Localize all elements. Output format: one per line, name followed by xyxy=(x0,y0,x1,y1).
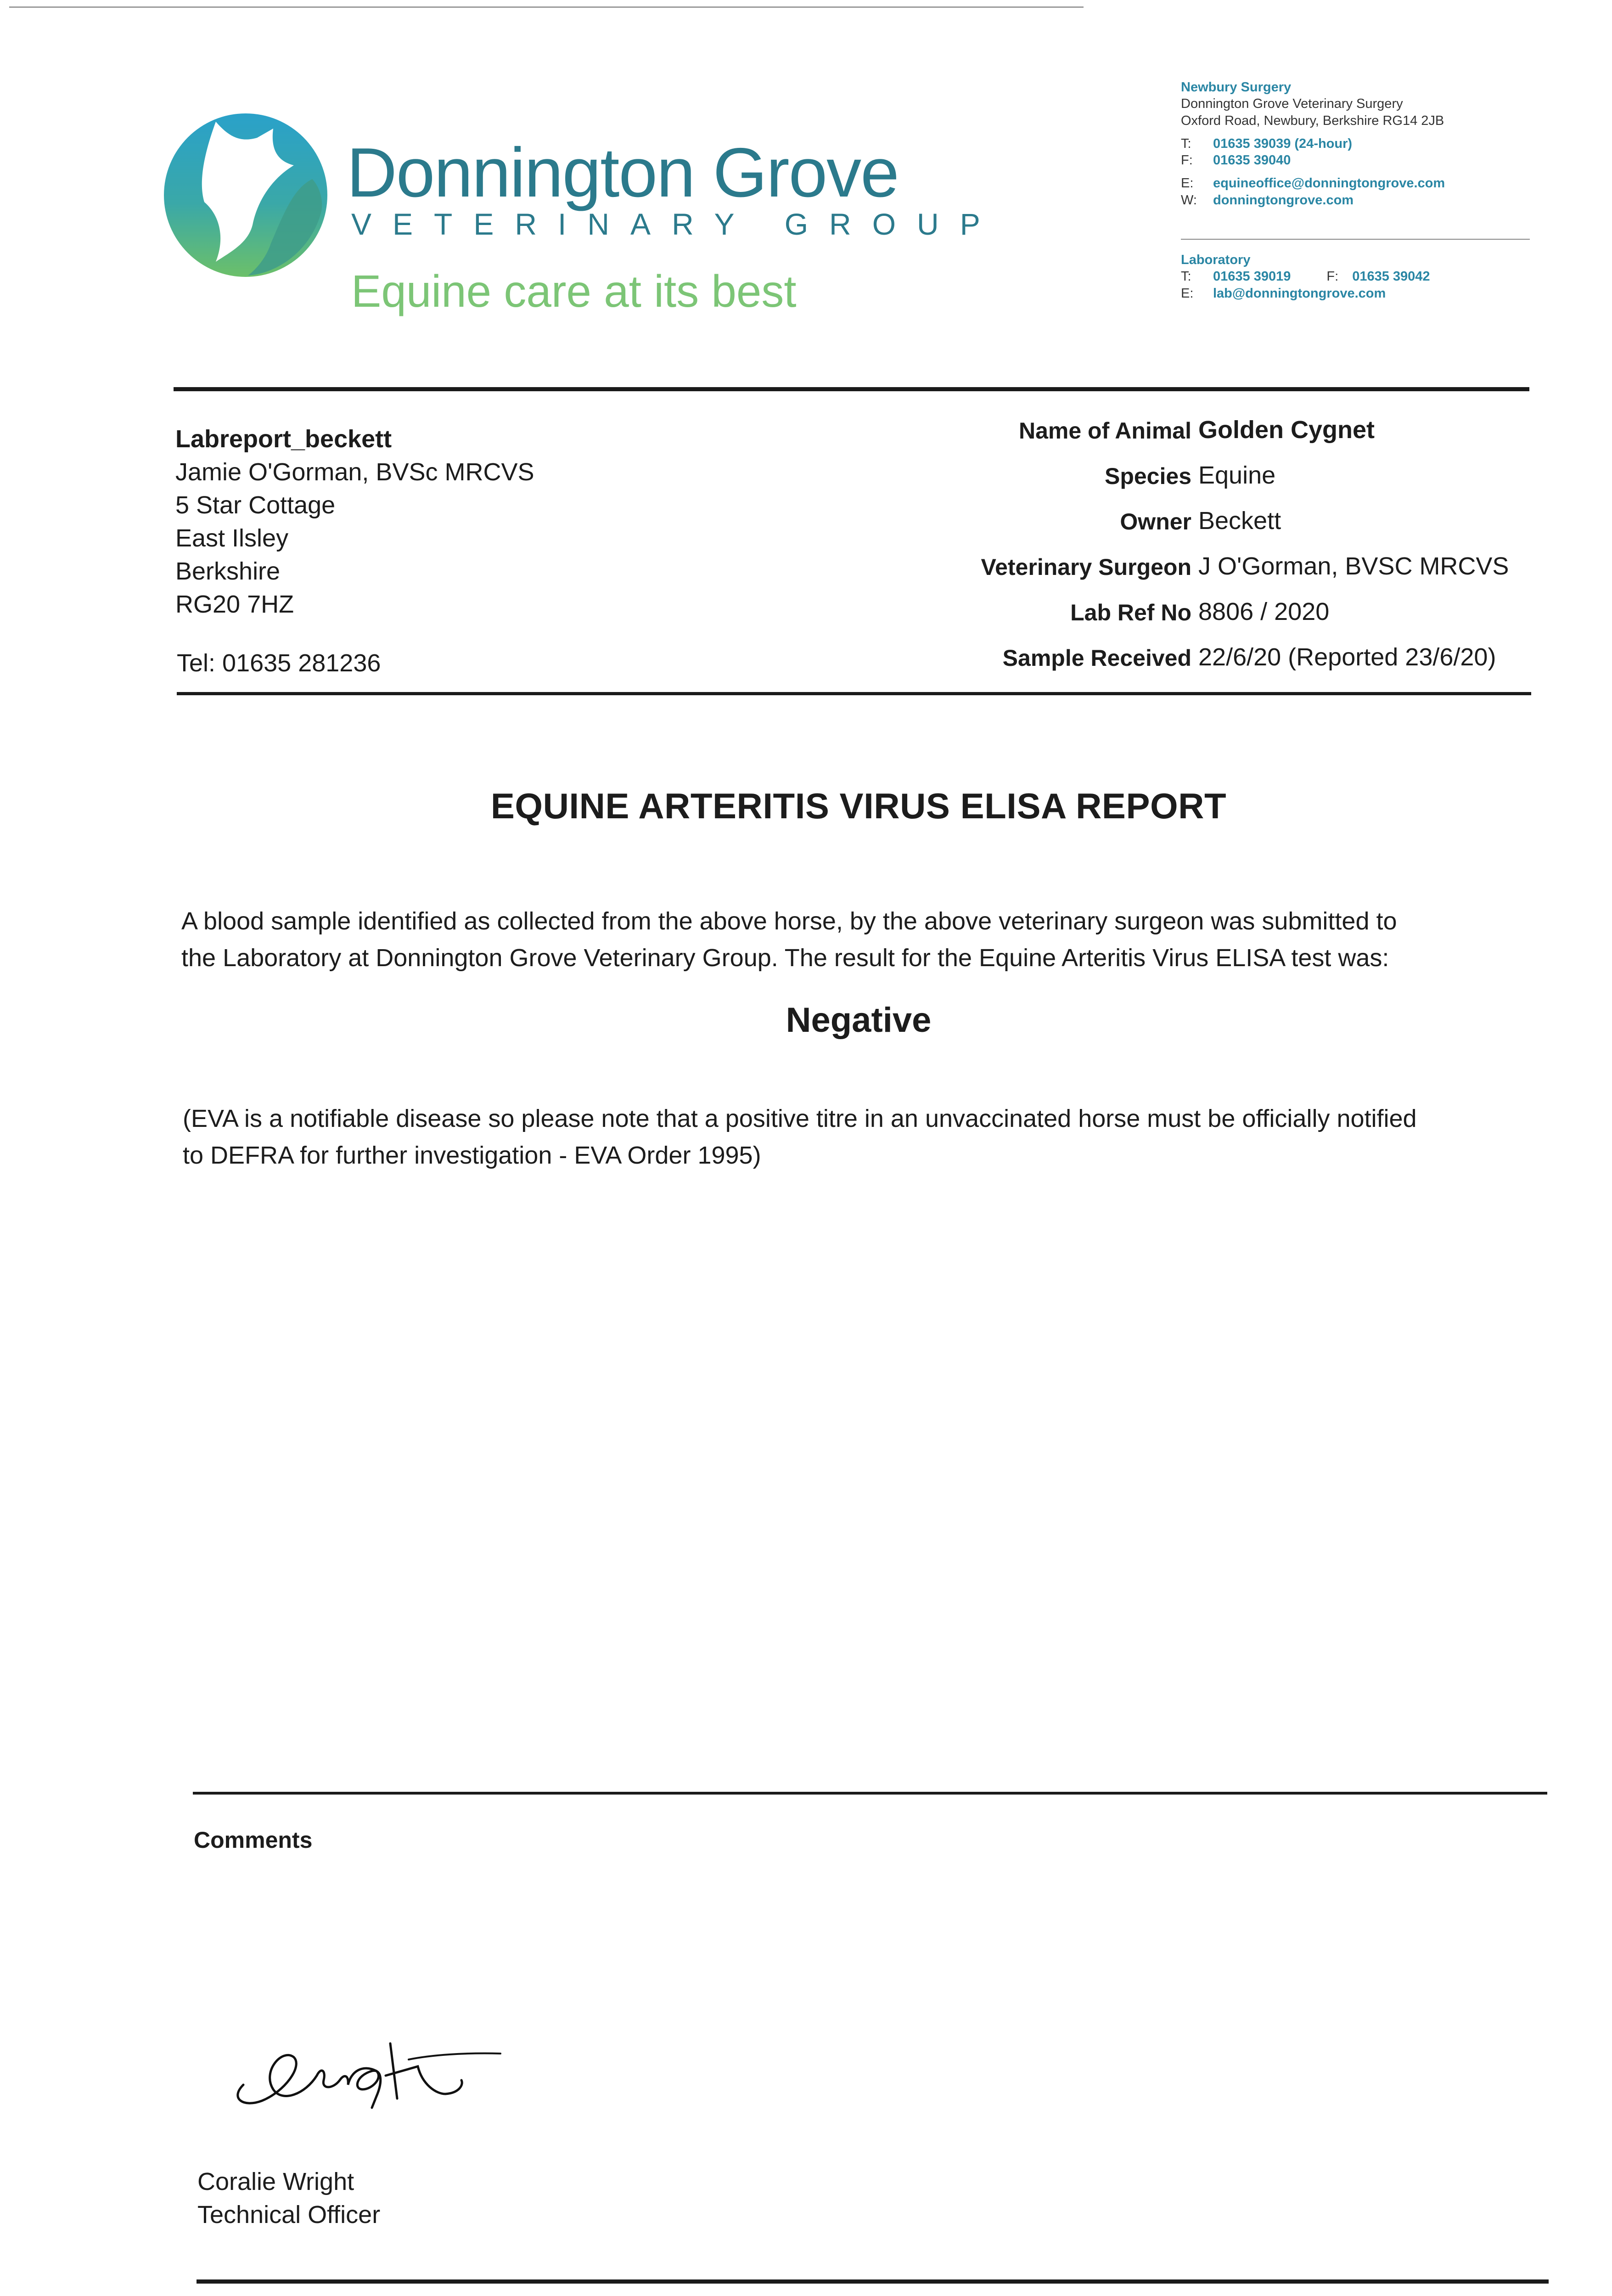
recipient-address xyxy=(175,422,818,621)
recipient-tel: Tel: 01635 281236 xyxy=(177,649,381,677)
info-value: Beckett xyxy=(1198,507,1281,535)
recipient-address1: 5 Star Cottage xyxy=(175,491,336,519)
report-intro xyxy=(181,903,1559,976)
surgery-web-label: W: xyxy=(1181,192,1197,208)
signatory-name: Coralie Wright xyxy=(197,2168,354,2195)
surgery-contact xyxy=(1181,79,1557,208)
intro-line1: A blood sample identified as collected from the above horse, by the above veterinary surgeon was submitted to xyxy=(181,907,1397,935)
comments-rule xyxy=(193,1792,1547,1795)
info-label: Lab Ref No xyxy=(1070,600,1191,625)
surgery-fax: 01635 39040 xyxy=(1213,153,1291,168)
info-label: Veterinary Surgeon xyxy=(981,554,1191,580)
note-line2: to DEFRA for further investigation - EVA Order 1995) xyxy=(183,1142,761,1169)
surgery-tel-label: T: xyxy=(1181,136,1191,151)
info-row xyxy=(872,461,1552,507)
brand-name: Donnington Grove xyxy=(347,134,899,212)
lab-email-label: E: xyxy=(1181,286,1194,301)
signatory xyxy=(197,2165,380,2231)
recipient-address2: East Ilsley xyxy=(175,524,289,552)
surgery-heading: Newbury Surgery xyxy=(1181,80,1292,95)
signature-mark xyxy=(225,2016,537,2122)
recipient-reference: Labreport_beckett xyxy=(175,425,392,453)
header-rule xyxy=(174,387,1529,391)
recipient-county: Berkshire xyxy=(175,557,281,585)
info-rule xyxy=(177,692,1531,695)
info-label: Sample Received xyxy=(1002,645,1191,671)
info-value: 22/6/20 (Reported 23/6/20) xyxy=(1198,643,1496,671)
footer-rule xyxy=(197,2279,1549,2284)
recipient-postcode: RG20 7HZ xyxy=(175,591,294,618)
info-label: Species xyxy=(1104,463,1191,489)
info-label: Owner xyxy=(1120,509,1191,535)
signatory-title: Technical Officer xyxy=(197,2201,381,2228)
logo-horse-icon xyxy=(161,110,331,280)
info-value: J O'Gorman, BVSC MRCVS xyxy=(1198,552,1509,580)
top-scan-line xyxy=(9,6,1084,8)
info-value: Golden Cygnet xyxy=(1198,416,1375,444)
info-label: Name of Animal xyxy=(1018,418,1191,444)
test-result: Negative xyxy=(786,1001,932,1040)
lab-tel: 01635 39019 xyxy=(1213,269,1291,284)
surgery-web[interactable]: donningtongrove.com xyxy=(1213,192,1354,208)
surgery-line2: Oxford Road, Newbury, Berkshire RG14 2JB xyxy=(1181,113,1444,128)
surgery-line1: Donnington Grove Veterinary Surgery xyxy=(1181,96,1403,112)
report-note xyxy=(183,1100,1560,1174)
info-value: Equine xyxy=(1198,461,1276,489)
contact-divider xyxy=(1181,239,1530,240)
lab-email[interactable]: lab@donningtongrove.com xyxy=(1213,286,1386,301)
lab-tel-label: T: xyxy=(1181,269,1191,284)
brand-tagline: Equine care at its best xyxy=(351,266,797,316)
surgery-email[interactable]: equineoffice@donningtongrove.com xyxy=(1213,176,1445,191)
info-row xyxy=(872,643,1552,689)
comments-label: Comments xyxy=(194,1827,313,1853)
surgery-tel: 01635 39039 (24-hour) xyxy=(1213,136,1353,151)
recipient-name: Jamie O'Gorman, BVSc MRCVS xyxy=(175,458,534,486)
brand-subtitle: VETERINARY GROUP xyxy=(351,207,1001,241)
lab-fax: 01635 39042 xyxy=(1352,269,1430,284)
info-row xyxy=(872,506,1552,552)
info-row xyxy=(872,597,1552,643)
surgery-email-label: E: xyxy=(1181,176,1194,191)
laboratory-contact xyxy=(1181,252,1557,302)
note-line1: (EVA is a notifiable disease so please note that a positive titre in an unvaccinated horse must be officially notified xyxy=(183,1105,1417,1132)
surgery-fax-label: F: xyxy=(1181,153,1193,168)
report-title: EQUINE ARTERITIS VIRUS ELISA REPORT xyxy=(490,786,1227,826)
lab-fax-label: F: xyxy=(1326,269,1339,284)
info-row xyxy=(872,552,1552,598)
info-value: 8806 / 2020 xyxy=(1198,598,1330,625)
lab-heading: Laboratory xyxy=(1181,253,1251,267)
info-row xyxy=(872,416,1552,461)
intro-line2: the Laboratory at Donnington Grove Veterinary Group. The result for the Equine Arteritis Virus ELISA test was: xyxy=(181,944,1389,972)
